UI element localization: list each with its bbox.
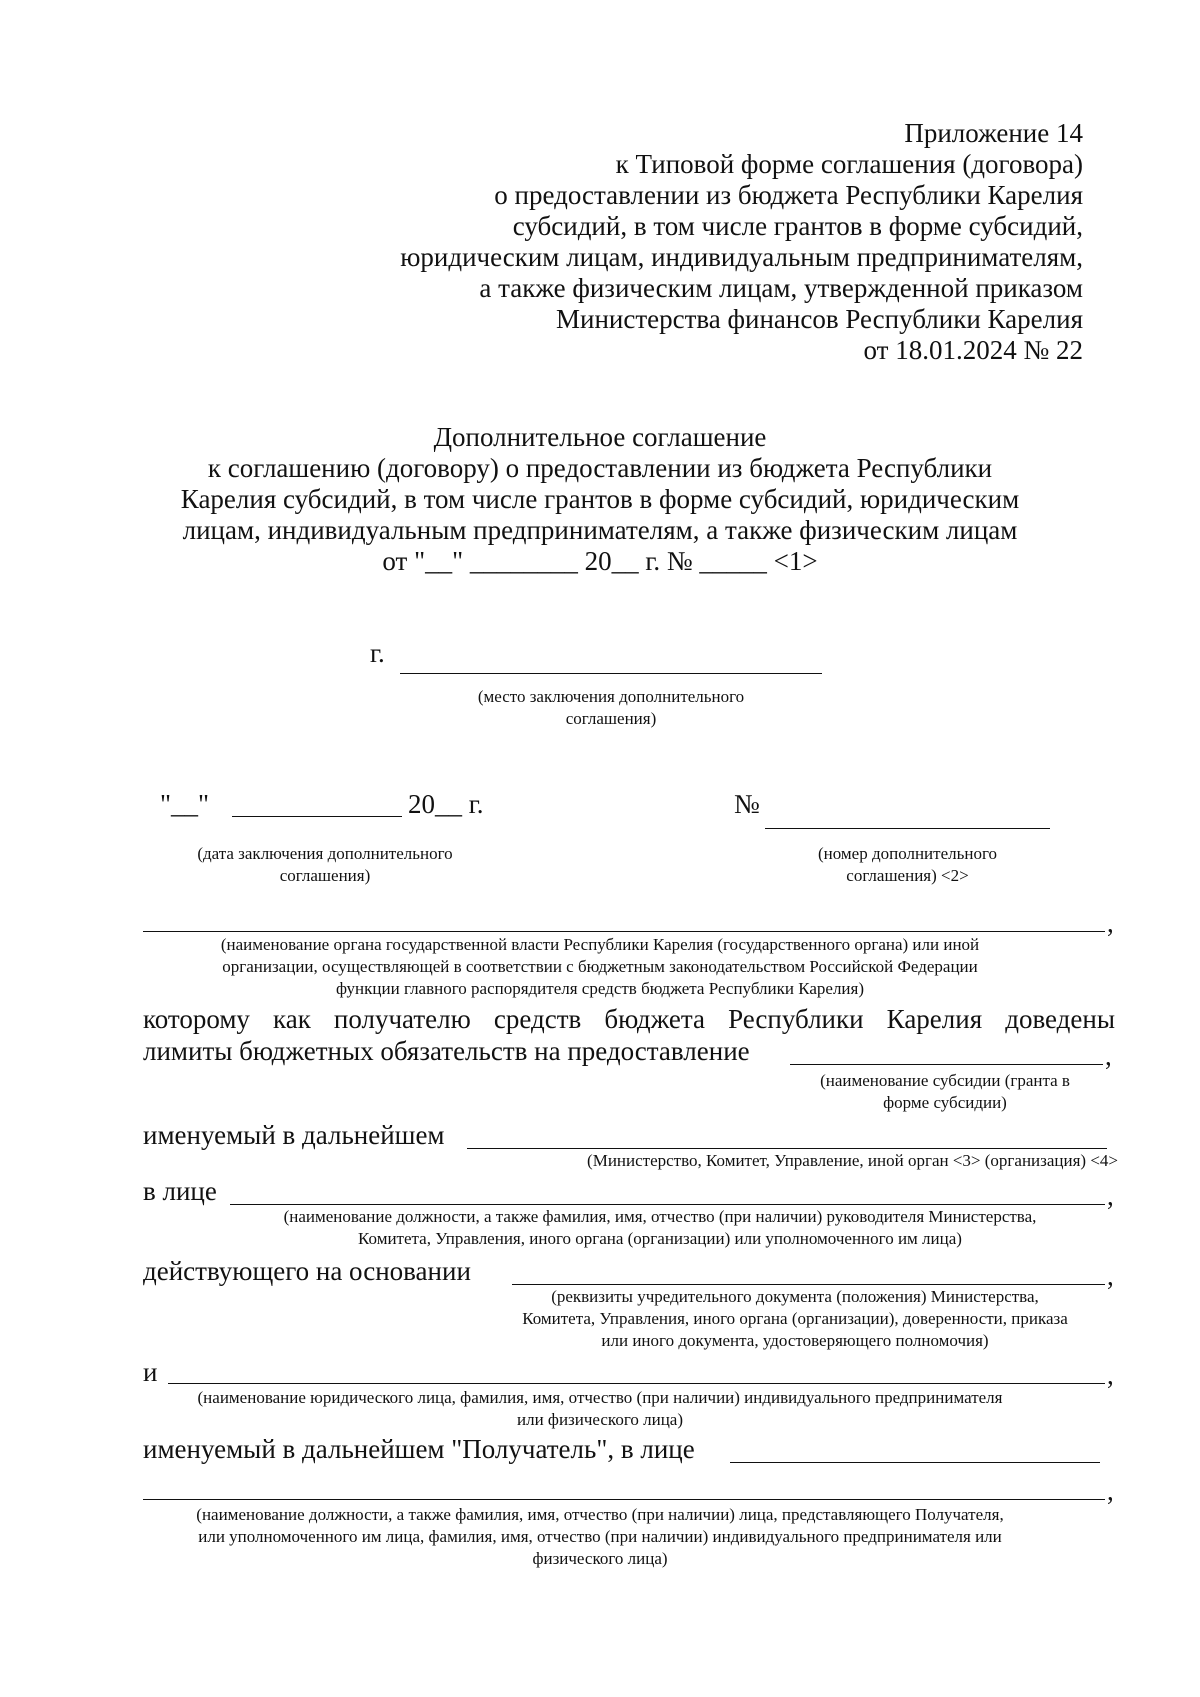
caption-line: соглашения) bbox=[565, 709, 657, 728]
named-field[interactable] bbox=[467, 1148, 1107, 1149]
named-caption: (Министерство, Комитет, Управление, иной орган <3> (организация) <4> bbox=[587, 1151, 1118, 1170]
caption-line: (наименование должности, а также фамилия, имя, отчество (при наличии) лица, представляющего Получателя, bbox=[196, 1505, 1004, 1524]
caption-line: функции главного распорядителя средств бюджета Республики Карелия) bbox=[335, 979, 865, 998]
appendix-line: от 18.01.2024 № 22 bbox=[863, 335, 1083, 365]
and-party-field[interactable] bbox=[168, 1383, 1105, 1384]
basis-field[interactable] bbox=[512, 1284, 1105, 1285]
basis-comma: , bbox=[1107, 1261, 1114, 1291]
place-prefix: г. bbox=[370, 638, 385, 668]
caption-line: Комитета, Управления, иного органа (организации), доверенности, приказа bbox=[522, 1309, 1068, 1328]
caption-line: (наименование органа государственной власти Республики Карелия (государственного органа) или иной bbox=[220, 935, 980, 954]
subsidy-caption bbox=[780, 1070, 1110, 1114]
caption-line: организации, осуществляющей в соответствии с бюджетным законодательством Российской Федерации bbox=[222, 957, 978, 976]
basis-caption bbox=[450, 1286, 1140, 1352]
and-party-comma: , bbox=[1107, 1360, 1114, 1390]
caption-line: или физического лица) bbox=[517, 1410, 683, 1429]
appendix-line: а также физическим лицам, утвержденной приказом bbox=[479, 273, 1083, 303]
appendix-line: к Типовой форме соглашения (договора) bbox=[615, 149, 1083, 179]
recipient-details-field[interactable] bbox=[143, 1499, 1105, 1500]
date-month-field[interactable] bbox=[232, 816, 402, 817]
caption-line: (наименование должности, а также фамилия, имя, отчество (при наличии) руководителя Министерства, bbox=[283, 1207, 1037, 1226]
title-line: Карелия субсидий, в том числе грантов в форме субсидий, юридическим bbox=[180, 484, 1020, 514]
date-year: 20__ г. bbox=[408, 789, 484, 819]
place-field[interactable] bbox=[400, 673, 822, 674]
person-comma: , bbox=[1107, 1181, 1114, 1211]
caption-line: соглашения) <2> bbox=[846, 866, 969, 885]
caption-line: (место заключения дополнительного bbox=[477, 687, 745, 706]
caption-line: или иного документа, удостоверяющего полномочия) bbox=[601, 1331, 989, 1350]
appendix-line: Приложение 14 bbox=[904, 118, 1083, 148]
limits-line-1: которому как получателю средств бюджета Республики Карелия доведены bbox=[143, 1004, 1115, 1034]
title-line: Дополнительное соглашение bbox=[433, 422, 767, 452]
appendix-line: о предоставлении из бюджета Республики Карелия bbox=[494, 180, 1083, 210]
recipient-label: именуемый в дальнейшем "Получатель", в лице bbox=[143, 1434, 695, 1464]
organ-field[interactable] bbox=[143, 931, 1105, 932]
recipient-person-field[interactable] bbox=[730, 1462, 1100, 1463]
recipient-comma: , bbox=[1107, 1476, 1114, 1506]
number-prefix: № bbox=[734, 789, 760, 819]
title-line: к соглашению (договору) о предоставлении из бюджета Республики bbox=[207, 453, 993, 483]
and-party-caption bbox=[100, 1387, 1100, 1431]
person-caption bbox=[200, 1206, 1120, 1250]
caption-line: (наименование субсидии (гранта в bbox=[820, 1071, 1070, 1090]
named-label: именуемый в дальнейшем bbox=[143, 1120, 445, 1150]
date-quote: "__" bbox=[160, 789, 210, 819]
person-label: в лице bbox=[143, 1176, 217, 1206]
caption-line: физического лица) bbox=[532, 1549, 668, 1568]
appendix-line: юридическим лицам, индивидуальным предпринимателям, bbox=[400, 242, 1083, 272]
appendix-header bbox=[400, 118, 1083, 366]
number-field[interactable] bbox=[765, 828, 1050, 829]
document-title bbox=[150, 422, 1050, 577]
caption-line: (дата заключения дополнительного bbox=[197, 844, 453, 863]
caption-line: или уполномоченного им лица, фамилия, имя, отчество (при наличии) индивидуального предпринимателя или bbox=[198, 1527, 1002, 1546]
title-line: от "__" ________ 20__ г. № _____ <1> bbox=[382, 546, 818, 576]
limits-line-2: лимиты бюджетных обязательств на предоставление bbox=[143, 1036, 750, 1066]
caption-line: форме субсидии) bbox=[883, 1093, 1007, 1112]
caption-line: (номер дополнительного bbox=[817, 844, 998, 863]
appendix-line: субсидий, в том числе грантов в форме субсидий, bbox=[512, 211, 1083, 241]
caption-line: Комитета, Управления, иного органа (организации) или уполномоченного им лица) bbox=[358, 1229, 962, 1248]
person-field[interactable] bbox=[230, 1204, 1105, 1205]
basis-label: действующего на основании bbox=[143, 1256, 471, 1286]
subsidy-name-field[interactable] bbox=[790, 1064, 1103, 1065]
and-label: и bbox=[143, 1357, 158, 1387]
caption-line: (реквизиты учредительного документа (положения) Министерства, bbox=[551, 1287, 1039, 1306]
organ-caption bbox=[100, 934, 1100, 1000]
caption-line: соглашения) bbox=[279, 866, 371, 885]
date-caption bbox=[155, 843, 495, 887]
title-line: лицам, индивидуальным предпринимателям, а также физическим лицам bbox=[182, 515, 1018, 545]
organ-comma: , bbox=[1107, 908, 1114, 938]
appendix-line: Министерства финансов Республики Карелия bbox=[555, 304, 1083, 334]
number-caption bbox=[765, 843, 1050, 887]
limits-comma: , bbox=[1105, 1041, 1112, 1071]
place-caption bbox=[400, 686, 822, 730]
recipient-caption bbox=[100, 1504, 1100, 1570]
caption-line: (наименование юридического лица, фамилия, имя, отчество (при наличии) индивидуального предпринимателя bbox=[197, 1388, 1003, 1407]
